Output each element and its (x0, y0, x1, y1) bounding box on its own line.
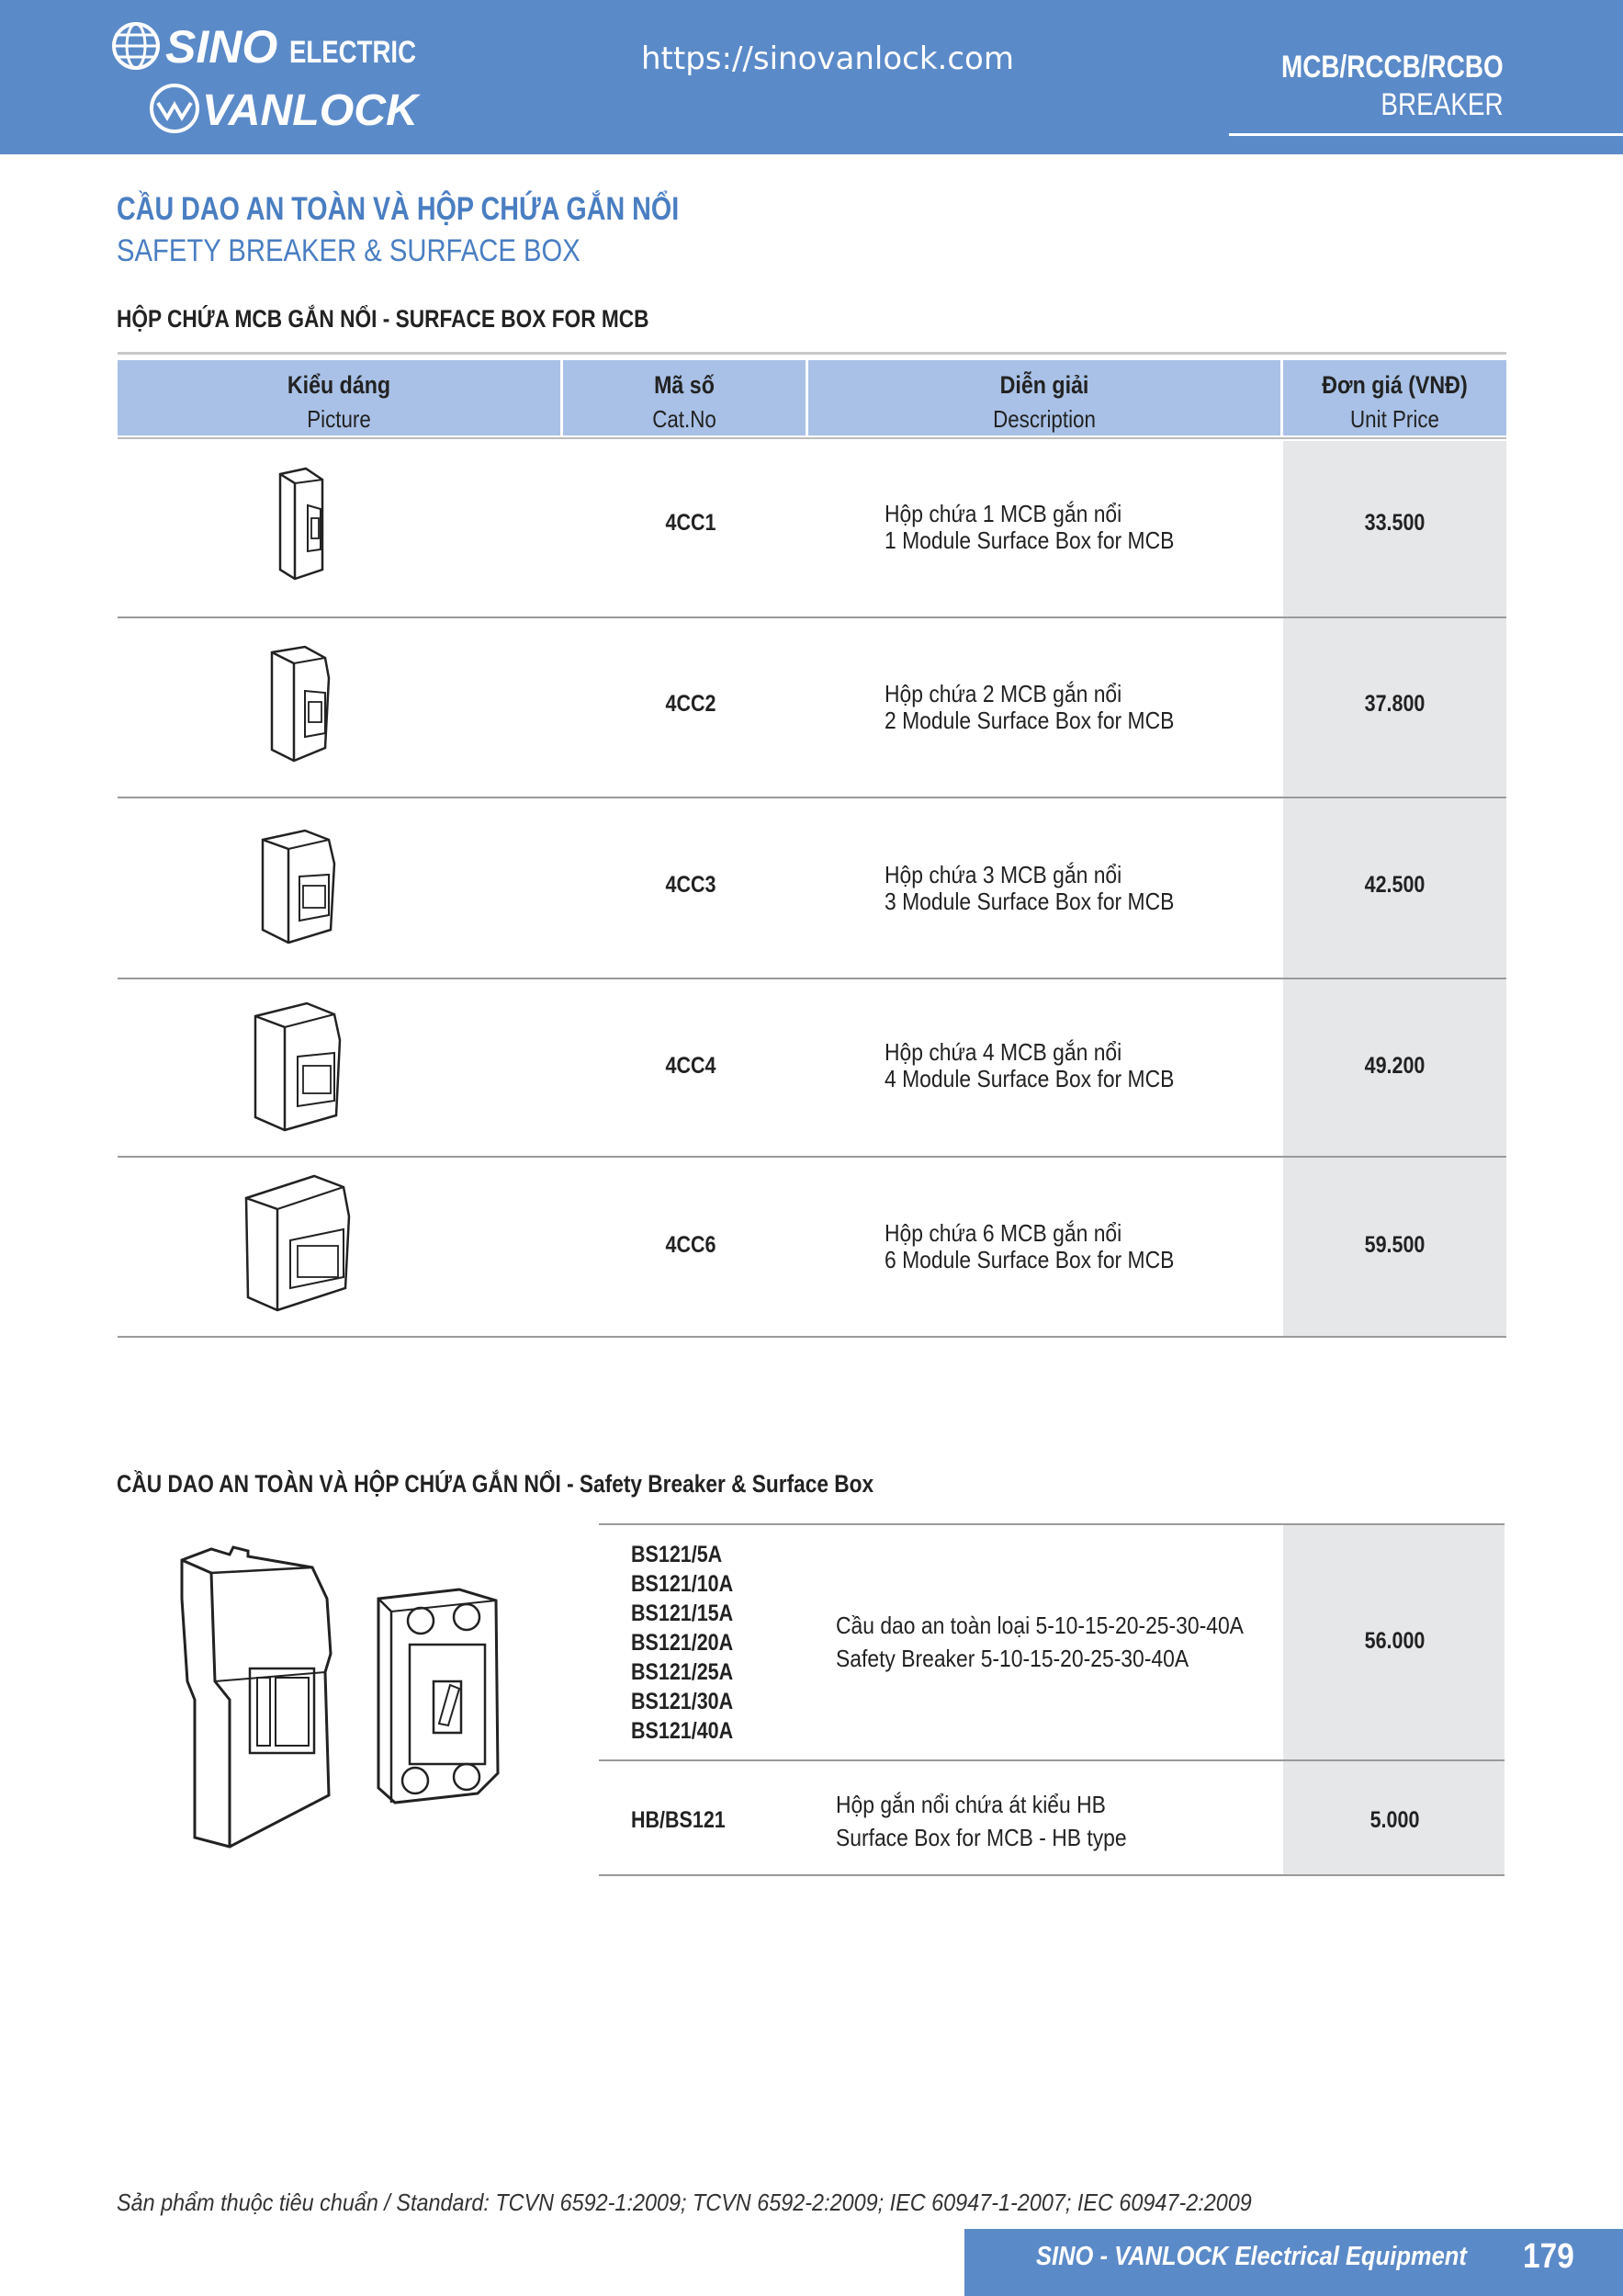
breaker-description-en: Safety Breaker 5-10-15-20-25-30-40A (836, 1645, 1189, 1672)
safety-breaker-and-box-image (175, 1544, 524, 1851)
row-divider (118, 797, 1506, 798)
breaker-description-vi: Cầu dao an toàn loại 5-10-15-20-25-30-40A (836, 1612, 1244, 1639)
box-code: HB/BS121 (631, 1807, 726, 1833)
category-underline (1229, 133, 1623, 136)
box-description (836, 1788, 1127, 1854)
surface-box-4-module-image (250, 1000, 355, 1133)
row-price: 33.500 (1364, 510, 1426, 536)
table1-header-rule (118, 437, 1506, 439)
breaker-code: BS121/30A (631, 1689, 734, 1714)
surface-box-6-module-image (241, 1172, 365, 1315)
row-description-vi: Hộp chứa 2 MCB gắn nổi (885, 680, 1122, 707)
box-description-vi: Hộp gắn nổi chứa át kiểu HB (836, 1791, 1106, 1818)
header-price (1283, 360, 1506, 435)
logo-sino-text: SINO (165, 21, 278, 73)
row-description (885, 1039, 1174, 1092)
row-price: 49.200 (1364, 1053, 1426, 1079)
category-label (1233, 50, 1504, 123)
breaker-code: BS121/25A (631, 1659, 734, 1685)
table1-top-rule (118, 352, 1506, 355)
surface-box-2-module-image (265, 645, 343, 764)
row-description-en: 1 Module Surface Box for MCB (885, 526, 1175, 554)
row-description-vi: Hộp chứa 1 MCB gắn nổi (885, 500, 1122, 527)
logo-electric-text: ELECTRIC (289, 35, 416, 70)
standard-note: Sản phẩm thuộc tiêu chuẩn / Standard: TCVN 6592-1:2009; TCVN 6592-2:2009; IEC 60947-1-2007; IEC 60947-2:2009 (117, 2189, 1252, 2216)
page-title-en: SAFETY BREAKER & SURFACE BOX (117, 233, 580, 268)
page-header (0, 0, 1623, 154)
page-number: 179 (1523, 2237, 1574, 2276)
header-picture-vi: Kiểu dáng (287, 371, 391, 399)
row-description (885, 862, 1174, 915)
row-code: 4CC4 (665, 1053, 716, 1079)
row-code: 4CC6 (665, 1232, 716, 1258)
row-code: 4CC3 (665, 872, 716, 898)
header-price-vi: Đơn giá (VNĐ) (1322, 371, 1468, 399)
globe-icon (114, 24, 158, 68)
row-description (885, 501, 1174, 554)
table2-bottom-rule (599, 1874, 1505, 1876)
surface-box-1-module-image (271, 467, 335, 582)
row-description-vi: Hộp chứa 4 MCB gắn nổi (885, 1038, 1122, 1066)
breaker-description (836, 1609, 1244, 1675)
row-code: 4CC2 (665, 691, 716, 717)
row-divider (118, 616, 1506, 618)
row-description (885, 1220, 1174, 1273)
sino-vanlock-logo (110, 15, 423, 139)
page-title-vi: CẦU DAO AN TOÀN VÀ HỘP CHỨA GẮN NỔI (117, 191, 680, 227)
vanlock-emblem-icon (152, 85, 197, 131)
breaker-code: BS121/20A (631, 1630, 734, 1656)
category-line2: BREAKER (1381, 87, 1504, 122)
breaker-code: BS121/5A (631, 1542, 723, 1567)
logo-vanlock-text: VANLOCK (202, 86, 422, 135)
row-description-vi: Hộp chứa 3 MCB gắn nổi (885, 861, 1122, 888)
row-code: 4CC1 (665, 510, 716, 536)
box-price: 5.000 (1369, 1807, 1420, 1833)
category-line1: MCB/RCCB/RCBO (1281, 50, 1504, 85)
header-description (808, 360, 1280, 435)
section1-title: HỘP CHỨA MCB GẮN NỔI - SURFACE BOX FOR MCB (117, 305, 649, 333)
row-description (885, 681, 1174, 734)
breaker-price: 56.000 (1364, 1628, 1426, 1654)
row-description-en: 4 Module Surface Box for MCB (885, 1065, 1175, 1092)
breaker-code: BS121/10A (631, 1571, 734, 1597)
row-description-en: 3 Module Surface Box for MCB (885, 888, 1175, 915)
table2-row-divider (599, 1759, 1505, 1761)
row-price: 42.500 (1364, 872, 1426, 898)
header-code (563, 360, 806, 435)
row-divider (118, 978, 1506, 979)
row-divider (118, 1336, 1506, 1338)
row-description-en: 2 Module Surface Box for MCB (885, 707, 1175, 734)
header-code-en: Cat.No (652, 405, 716, 433)
header-price-en: Unit Price (1350, 405, 1439, 433)
header-desc-vi: Diễn giải (999, 371, 1089, 399)
row-price: 37.800 (1364, 691, 1426, 717)
row-divider (118, 1156, 1506, 1158)
section2-title: CẦU DAO AN TOÀN VÀ HỘP CHỨA GẮN NỔI - Safety Breaker & Surface Box (117, 1470, 874, 1498)
website-url[interactable]: https://sinovanlock.com (641, 40, 1014, 77)
breaker-code-list (631, 1540, 733, 1746)
row-description-vi: Hộp chứa 6 MCB gắn nổi (885, 1219, 1122, 1247)
header-picture-en: Picture (307, 405, 371, 433)
breaker-code: BS121/15A (631, 1600, 734, 1626)
breaker-code: BS121/40A (631, 1718, 734, 1744)
header-picture (118, 360, 560, 435)
surface-box-3-module-image (257, 827, 349, 946)
row-description-en: 6 Module Surface Box for MCB (885, 1246, 1175, 1273)
header-code-vi: Mã số (654, 371, 715, 399)
footer-brand: SINO - VANLOCK Electrical Equipment (1036, 2242, 1467, 2271)
header-desc-en: Description (993, 405, 1096, 433)
row-price: 59.500 (1364, 1232, 1426, 1258)
box-description-en: Surface Box for MCB - HB type (836, 1824, 1127, 1851)
